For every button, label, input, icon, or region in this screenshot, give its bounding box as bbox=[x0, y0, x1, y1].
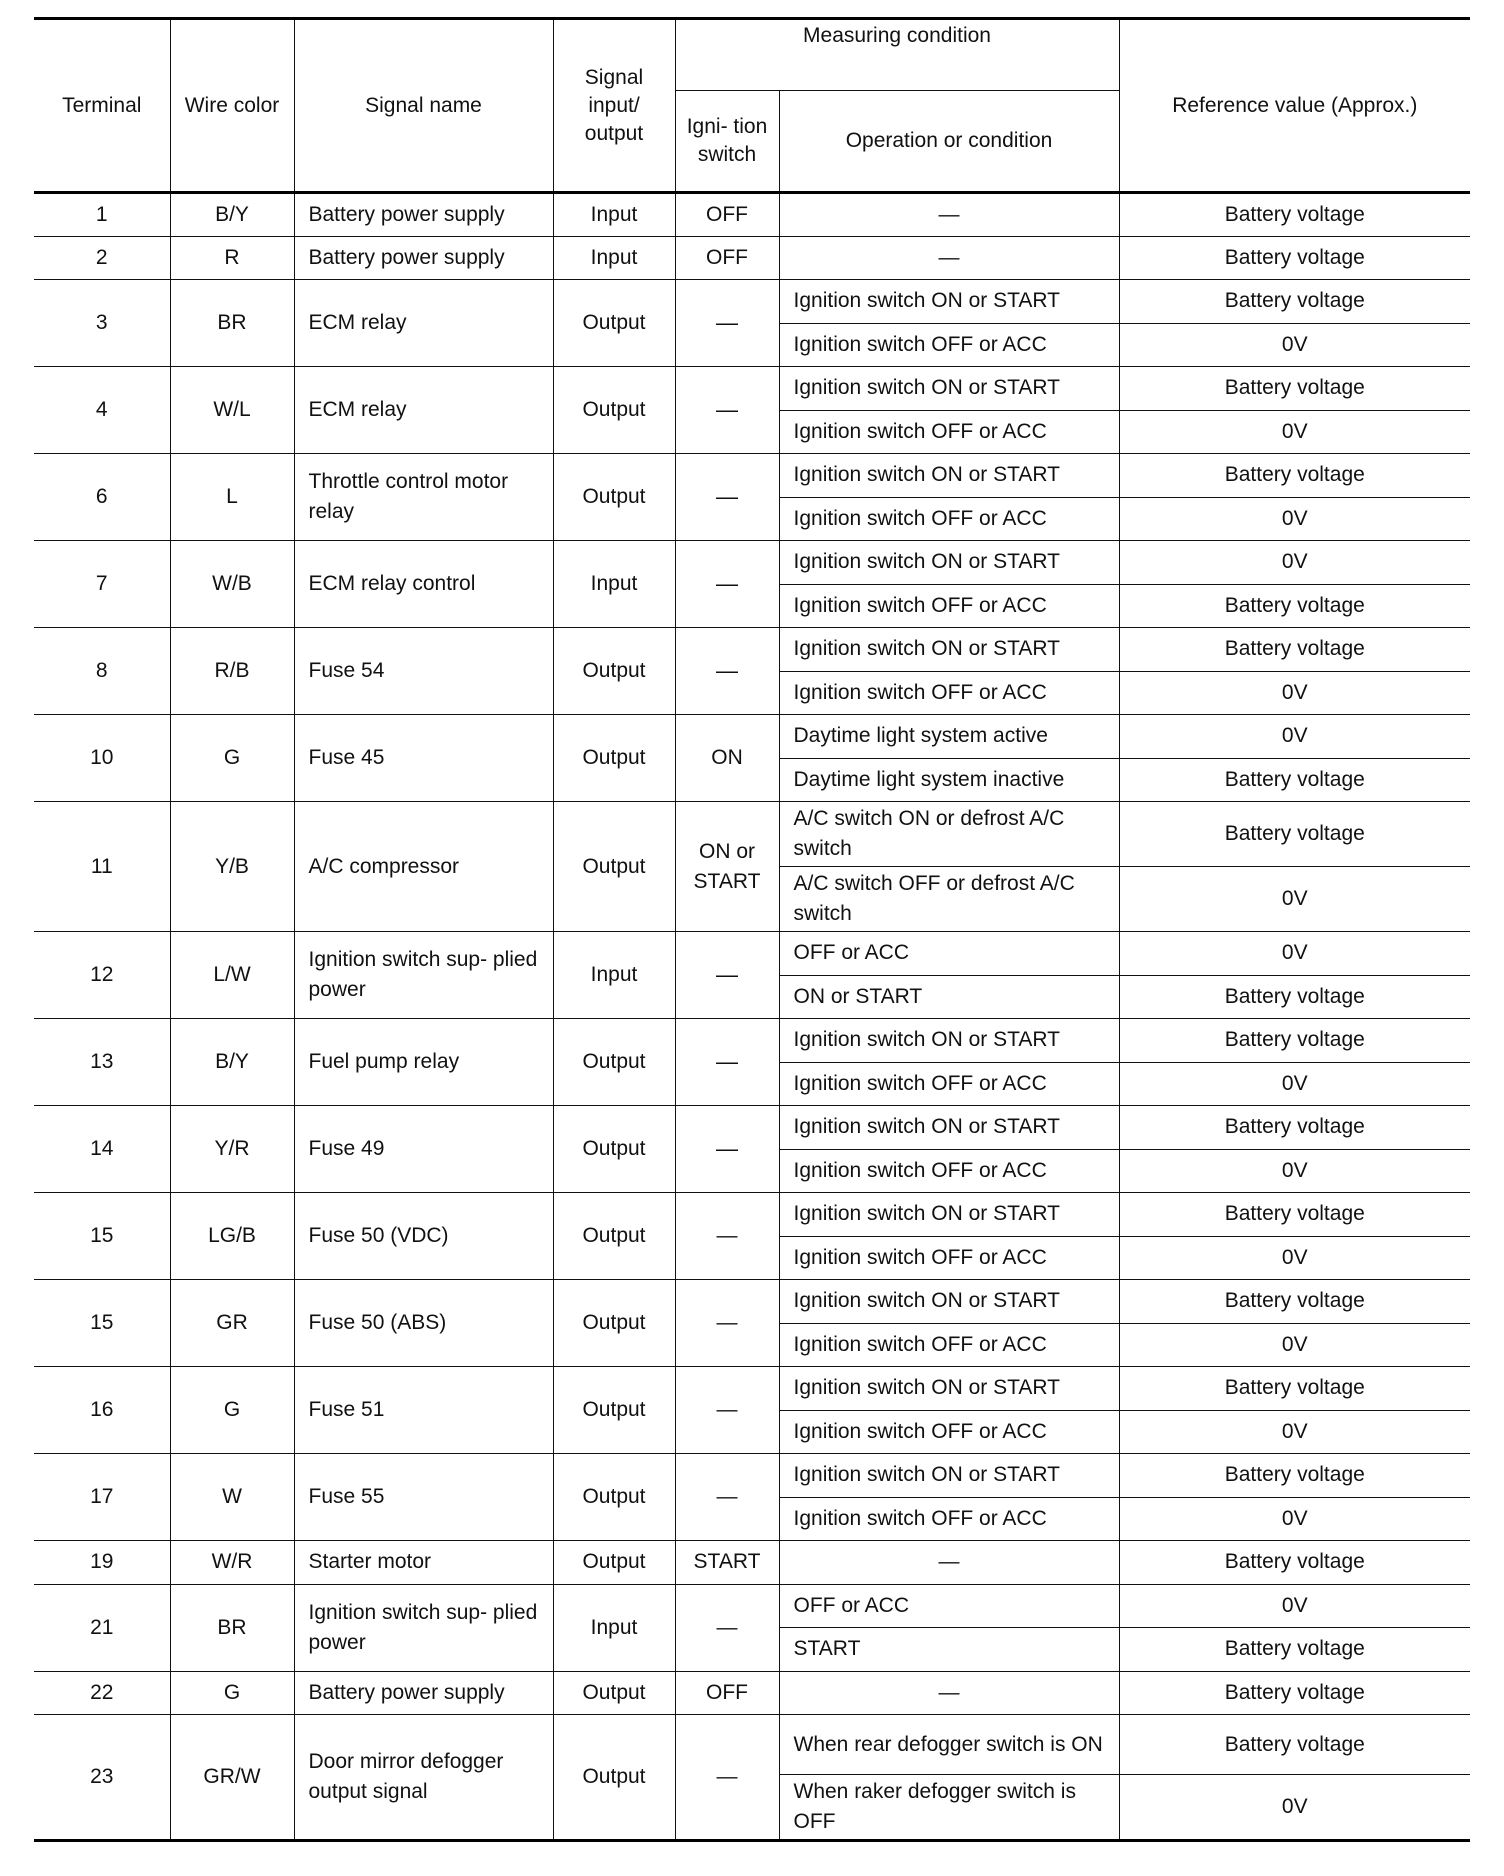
cell-reference-value: Battery voltage bbox=[1119, 193, 1470, 237]
cell-operation-condition: Ignition switch ON or START bbox=[779, 628, 1119, 672]
cell-terminal: 16 bbox=[34, 1367, 170, 1454]
cell-signal-name: Fuse 45 bbox=[294, 715, 553, 802]
cell-reference-value: Battery voltage bbox=[1119, 1628, 1470, 1672]
cell-operation-condition: — bbox=[779, 236, 1119, 280]
cell-operation-condition: Ignition switch ON or START bbox=[779, 541, 1119, 585]
cell-operation-condition: Ignition switch ON or START bbox=[779, 1454, 1119, 1498]
cell-ignition-switch: OFF bbox=[675, 1671, 779, 1715]
cell-operation-condition: — bbox=[779, 1671, 1119, 1715]
cell-ignition-switch: START bbox=[675, 1541, 779, 1585]
cell-operation-condition: START bbox=[779, 1628, 1119, 1672]
cell-reference-value: Battery voltage bbox=[1119, 1454, 1470, 1498]
cell-signal-io: Output bbox=[553, 802, 675, 932]
cell-signal-io: Output bbox=[553, 454, 675, 541]
table-row bbox=[34, 1106, 1470, 1150]
cell-signal-name: Door mirror defogger output signal bbox=[294, 1715, 553, 1841]
cell-operation-condition: ON or START bbox=[779, 975, 1119, 1019]
cell-wire-color: G bbox=[170, 715, 294, 802]
table-row bbox=[34, 715, 1470, 759]
cell-reference-value: 0V bbox=[1119, 1149, 1470, 1193]
cell-ignition-switch: — bbox=[675, 1715, 779, 1841]
cell-operation-condition: OFF or ACC bbox=[779, 932, 1119, 976]
cell-wire-color: R bbox=[170, 236, 294, 280]
cell-ignition-switch: — bbox=[675, 541, 779, 628]
table-row bbox=[34, 236, 1470, 280]
cell-reference-value: 0V bbox=[1119, 671, 1470, 715]
cell-terminal: 14 bbox=[34, 1106, 170, 1193]
table-row bbox=[34, 541, 1470, 585]
cell-reference-value: Battery voltage bbox=[1119, 1715, 1470, 1775]
cell-signal-io: Input bbox=[553, 236, 675, 280]
cell-reference-value: 0V bbox=[1119, 1775, 1470, 1841]
cell-reference-value: Battery voltage bbox=[1119, 280, 1470, 324]
cell-operation-condition: Ignition switch OFF or ACC bbox=[779, 1149, 1119, 1193]
cell-terminal: 6 bbox=[34, 454, 170, 541]
cell-signal-io: Output bbox=[553, 715, 675, 802]
cell-signal-name: Fuse 49 bbox=[294, 1106, 553, 1193]
cell-reference-value: Battery voltage bbox=[1119, 1019, 1470, 1063]
cell-wire-color: Y/B bbox=[170, 802, 294, 932]
cell-reference-value: 0V bbox=[1119, 541, 1470, 585]
cell-signal-io: Output bbox=[553, 1367, 675, 1454]
cell-wire-color: W/B bbox=[170, 541, 294, 628]
cell-wire-color: G bbox=[170, 1671, 294, 1715]
table-row bbox=[34, 1367, 1470, 1411]
cell-terminal: 11 bbox=[34, 802, 170, 932]
table-row bbox=[34, 628, 1470, 672]
cell-operation-condition: Ignition switch OFF or ACC bbox=[779, 1497, 1119, 1541]
cell-terminal: 4 bbox=[34, 367, 170, 454]
table-row bbox=[34, 1671, 1470, 1715]
cell-signal-io: Output bbox=[553, 1193, 675, 1280]
cell-ignition-switch: ON or START bbox=[675, 802, 779, 932]
cell-wire-color: BR bbox=[170, 280, 294, 367]
cell-signal-io: Output bbox=[553, 1541, 675, 1585]
cell-operation-condition: Ignition switch ON or START bbox=[779, 367, 1119, 411]
header-operation-condition: Operation or condition bbox=[779, 91, 1119, 193]
cell-signal-io: Input bbox=[553, 541, 675, 628]
cell-signal-io: Output bbox=[553, 1454, 675, 1541]
cell-operation-condition: Ignition switch OFF or ACC bbox=[779, 1323, 1119, 1367]
cell-operation-condition: A/C switch ON or defrost A/C switch bbox=[779, 802, 1119, 867]
cell-terminal: 19 bbox=[34, 1541, 170, 1585]
cell-reference-value: 0V bbox=[1119, 410, 1470, 454]
cell-ignition-switch: — bbox=[675, 367, 779, 454]
cell-reference-value: 0V bbox=[1119, 497, 1470, 541]
cell-reference-value: Battery voltage bbox=[1119, 1541, 1470, 1585]
cell-wire-color: B/Y bbox=[170, 193, 294, 237]
cell-operation-condition: A/C switch OFF or defrost A/C switch bbox=[779, 867, 1119, 932]
cell-terminal: 22 bbox=[34, 1671, 170, 1715]
cell-ignition-switch: — bbox=[675, 1454, 779, 1541]
table-row bbox=[34, 193, 1470, 237]
cell-signal-io: Output bbox=[553, 1671, 675, 1715]
cell-wire-color: B/Y bbox=[170, 1019, 294, 1106]
cell-ignition-switch: — bbox=[675, 628, 779, 715]
cell-signal-name: Fuel pump relay bbox=[294, 1019, 553, 1106]
cell-wire-color: Y/R bbox=[170, 1106, 294, 1193]
cell-signal-io: Input bbox=[553, 932, 675, 1019]
cell-reference-value: 0V bbox=[1119, 1497, 1470, 1541]
cell-signal-io: Output bbox=[553, 1106, 675, 1193]
cell-terminal: 10 bbox=[34, 715, 170, 802]
cell-reference-value: 0V bbox=[1119, 715, 1470, 759]
cell-ignition-switch: ON bbox=[675, 715, 779, 802]
cell-operation-condition: Ignition switch OFF or ACC bbox=[779, 584, 1119, 628]
cell-operation-condition: — bbox=[779, 193, 1119, 237]
header-wire-color: Wire color bbox=[170, 19, 294, 193]
table-row bbox=[34, 1280, 1470, 1324]
cell-ignition-switch: — bbox=[675, 1367, 779, 1454]
cell-terminal: 13 bbox=[34, 1019, 170, 1106]
terminal-spec-table bbox=[34, 17, 1470, 1842]
cell-reference-value: 0V bbox=[1119, 932, 1470, 976]
cell-reference-value: Battery voltage bbox=[1119, 975, 1470, 1019]
cell-reference-value: 0V bbox=[1119, 1410, 1470, 1454]
cell-operation-condition: When rear defogger switch is ON bbox=[779, 1715, 1119, 1775]
cell-signal-name: Fuse 54 bbox=[294, 628, 553, 715]
cell-signal-name: Fuse 50 (ABS) bbox=[294, 1280, 553, 1367]
cell-reference-value: Battery voltage bbox=[1119, 1280, 1470, 1324]
table-row bbox=[34, 1193, 1470, 1237]
cell-operation-condition: Ignition switch ON or START bbox=[779, 1019, 1119, 1063]
cell-reference-value: Battery voltage bbox=[1119, 454, 1470, 498]
cell-operation-condition: OFF or ACC bbox=[779, 1584, 1119, 1628]
header-signal-io: Signal input/ output bbox=[553, 19, 675, 193]
header-signal-name: Signal name bbox=[294, 19, 553, 193]
table-row bbox=[34, 1019, 1470, 1063]
header-reference-value: Reference value (Approx.) bbox=[1119, 19, 1470, 193]
cell-ignition-switch: — bbox=[675, 454, 779, 541]
cell-terminal: 15 bbox=[34, 1193, 170, 1280]
cell-reference-value: Battery voltage bbox=[1119, 1671, 1470, 1715]
cell-terminal: 17 bbox=[34, 1454, 170, 1541]
cell-signal-io: Output bbox=[553, 628, 675, 715]
cell-reference-value: 0V bbox=[1119, 1062, 1470, 1106]
cell-operation-condition: Ignition switch OFF or ACC bbox=[779, 323, 1119, 367]
cell-reference-value: Battery voltage bbox=[1119, 584, 1470, 628]
cell-signal-name: Battery power supply bbox=[294, 1671, 553, 1715]
cell-ignition-switch: — bbox=[675, 1584, 779, 1671]
cell-reference-value: 0V bbox=[1119, 1236, 1470, 1280]
cell-ignition-switch: — bbox=[675, 1019, 779, 1106]
cell-reference-value: Battery voltage bbox=[1119, 1193, 1470, 1237]
cell-operation-condition: Ignition switch ON or START bbox=[779, 1193, 1119, 1237]
cell-wire-color: GR bbox=[170, 1280, 294, 1367]
header-terminal: Terminal bbox=[34, 19, 170, 193]
cell-signal-io: Output bbox=[553, 280, 675, 367]
cell-operation-condition: Ignition switch OFF or ACC bbox=[779, 1062, 1119, 1106]
cell-signal-name: Fuse 50 (VDC) bbox=[294, 1193, 553, 1280]
cell-terminal: 23 bbox=[34, 1715, 170, 1841]
cell-terminal: 1 bbox=[34, 193, 170, 237]
table-row bbox=[34, 932, 1470, 976]
cell-operation-condition: Daytime light system inactive bbox=[779, 758, 1119, 802]
cell-reference-value: 0V bbox=[1119, 1323, 1470, 1367]
cell-signal-io: Output bbox=[553, 367, 675, 454]
cell-operation-condition: Daytime light system active bbox=[779, 715, 1119, 759]
cell-operation-condition: Ignition switch ON or START bbox=[779, 1106, 1119, 1150]
cell-signal-name: ECM relay bbox=[294, 367, 553, 454]
cell-terminal: 2 bbox=[34, 236, 170, 280]
cell-ignition-switch: — bbox=[675, 932, 779, 1019]
cell-reference-value: Battery voltage bbox=[1119, 758, 1470, 802]
cell-signal-name: Battery power supply bbox=[294, 193, 553, 237]
spec-table-container bbox=[34, 17, 1470, 1842]
cell-terminal: 15 bbox=[34, 1280, 170, 1367]
cell-wire-color: BR bbox=[170, 1584, 294, 1671]
table-row bbox=[34, 1584, 1470, 1628]
cell-reference-value: 0V bbox=[1119, 323, 1470, 367]
cell-operation-condition: Ignition switch ON or START bbox=[779, 454, 1119, 498]
cell-signal-io: Input bbox=[553, 1584, 675, 1671]
cell-operation-condition: Ignition switch OFF or ACC bbox=[779, 410, 1119, 454]
cell-reference-value: Battery voltage bbox=[1119, 236, 1470, 280]
cell-ignition-switch: OFF bbox=[675, 193, 779, 237]
cell-operation-condition: Ignition switch ON or START bbox=[779, 1280, 1119, 1324]
cell-signal-io: Output bbox=[553, 1019, 675, 1106]
cell-terminal: 3 bbox=[34, 280, 170, 367]
cell-signal-name: Ignition switch sup- plied power bbox=[294, 932, 553, 1019]
cell-signal-name: ECM relay bbox=[294, 280, 553, 367]
cell-operation-condition: — bbox=[779, 1541, 1119, 1585]
table-header bbox=[34, 19, 1470, 193]
cell-reference-value: Battery voltage bbox=[1119, 367, 1470, 411]
cell-wire-color: L/W bbox=[170, 932, 294, 1019]
cell-operation-condition: When raker defogger switch is OFF bbox=[779, 1775, 1119, 1841]
cell-signal-name: ECM relay control bbox=[294, 541, 553, 628]
cell-reference-value: Battery voltage bbox=[1119, 1106, 1470, 1150]
cell-ignition-switch: — bbox=[675, 1106, 779, 1193]
cell-reference-value: Battery voltage bbox=[1119, 628, 1470, 672]
cell-ignition-switch: OFF bbox=[675, 236, 779, 280]
cell-ignition-switch: — bbox=[675, 1280, 779, 1367]
cell-terminal: 12 bbox=[34, 932, 170, 1019]
cell-wire-color: W/R bbox=[170, 1541, 294, 1585]
table-row bbox=[34, 367, 1470, 411]
cell-signal-name: A/C compressor bbox=[294, 802, 553, 932]
cell-reference-value: 0V bbox=[1119, 1584, 1470, 1628]
cell-terminal: 21 bbox=[34, 1584, 170, 1671]
cell-operation-condition: Ignition switch OFF or ACC bbox=[779, 1236, 1119, 1280]
table-row bbox=[34, 802, 1470, 867]
cell-operation-condition: Ignition switch ON or START bbox=[779, 1367, 1119, 1411]
cell-signal-name: Fuse 51 bbox=[294, 1367, 553, 1454]
cell-signal-name: Fuse 55 bbox=[294, 1454, 553, 1541]
cell-ignition-switch: — bbox=[675, 1193, 779, 1280]
table-row bbox=[34, 1454, 1470, 1498]
cell-signal-io: Input bbox=[553, 193, 675, 237]
cell-signal-name: Battery power supply bbox=[294, 236, 553, 280]
cell-reference-value: Battery voltage bbox=[1119, 802, 1470, 867]
cell-wire-color: GR/W bbox=[170, 1715, 294, 1841]
table-body bbox=[34, 193, 1470, 1841]
cell-signal-name: Starter motor bbox=[294, 1541, 553, 1585]
cell-wire-color: LG/B bbox=[170, 1193, 294, 1280]
table-row bbox=[34, 280, 1470, 324]
cell-operation-condition: Ignition switch ON or START bbox=[779, 280, 1119, 324]
cell-terminal: 8 bbox=[34, 628, 170, 715]
table-row bbox=[34, 1715, 1470, 1775]
cell-operation-condition: Ignition switch OFF or ACC bbox=[779, 497, 1119, 541]
cell-wire-color: G bbox=[170, 1367, 294, 1454]
cell-ignition-switch: — bbox=[675, 280, 779, 367]
header-measuring-condition: Measuring condition bbox=[675, 19, 1119, 91]
cell-signal-io: Output bbox=[553, 1280, 675, 1367]
cell-wire-color: R/B bbox=[170, 628, 294, 715]
cell-signal-name: Ignition switch sup- plied power bbox=[294, 1584, 553, 1671]
cell-wire-color: W bbox=[170, 1454, 294, 1541]
header-ignition-switch: Igni- tion switch bbox=[675, 91, 779, 193]
table-row bbox=[34, 454, 1470, 498]
table-row bbox=[34, 1541, 1470, 1585]
cell-reference-value: 0V bbox=[1119, 867, 1470, 932]
cell-wire-color: L bbox=[170, 454, 294, 541]
cell-operation-condition: Ignition switch OFF or ACC bbox=[779, 1410, 1119, 1454]
cell-wire-color: W/L bbox=[170, 367, 294, 454]
cell-signal-name: Throttle control motor relay bbox=[294, 454, 553, 541]
cell-operation-condition: Ignition switch OFF or ACC bbox=[779, 671, 1119, 715]
cell-reference-value: Battery voltage bbox=[1119, 1367, 1470, 1411]
cell-terminal: 7 bbox=[34, 541, 170, 628]
cell-signal-io: Output bbox=[553, 1715, 675, 1841]
